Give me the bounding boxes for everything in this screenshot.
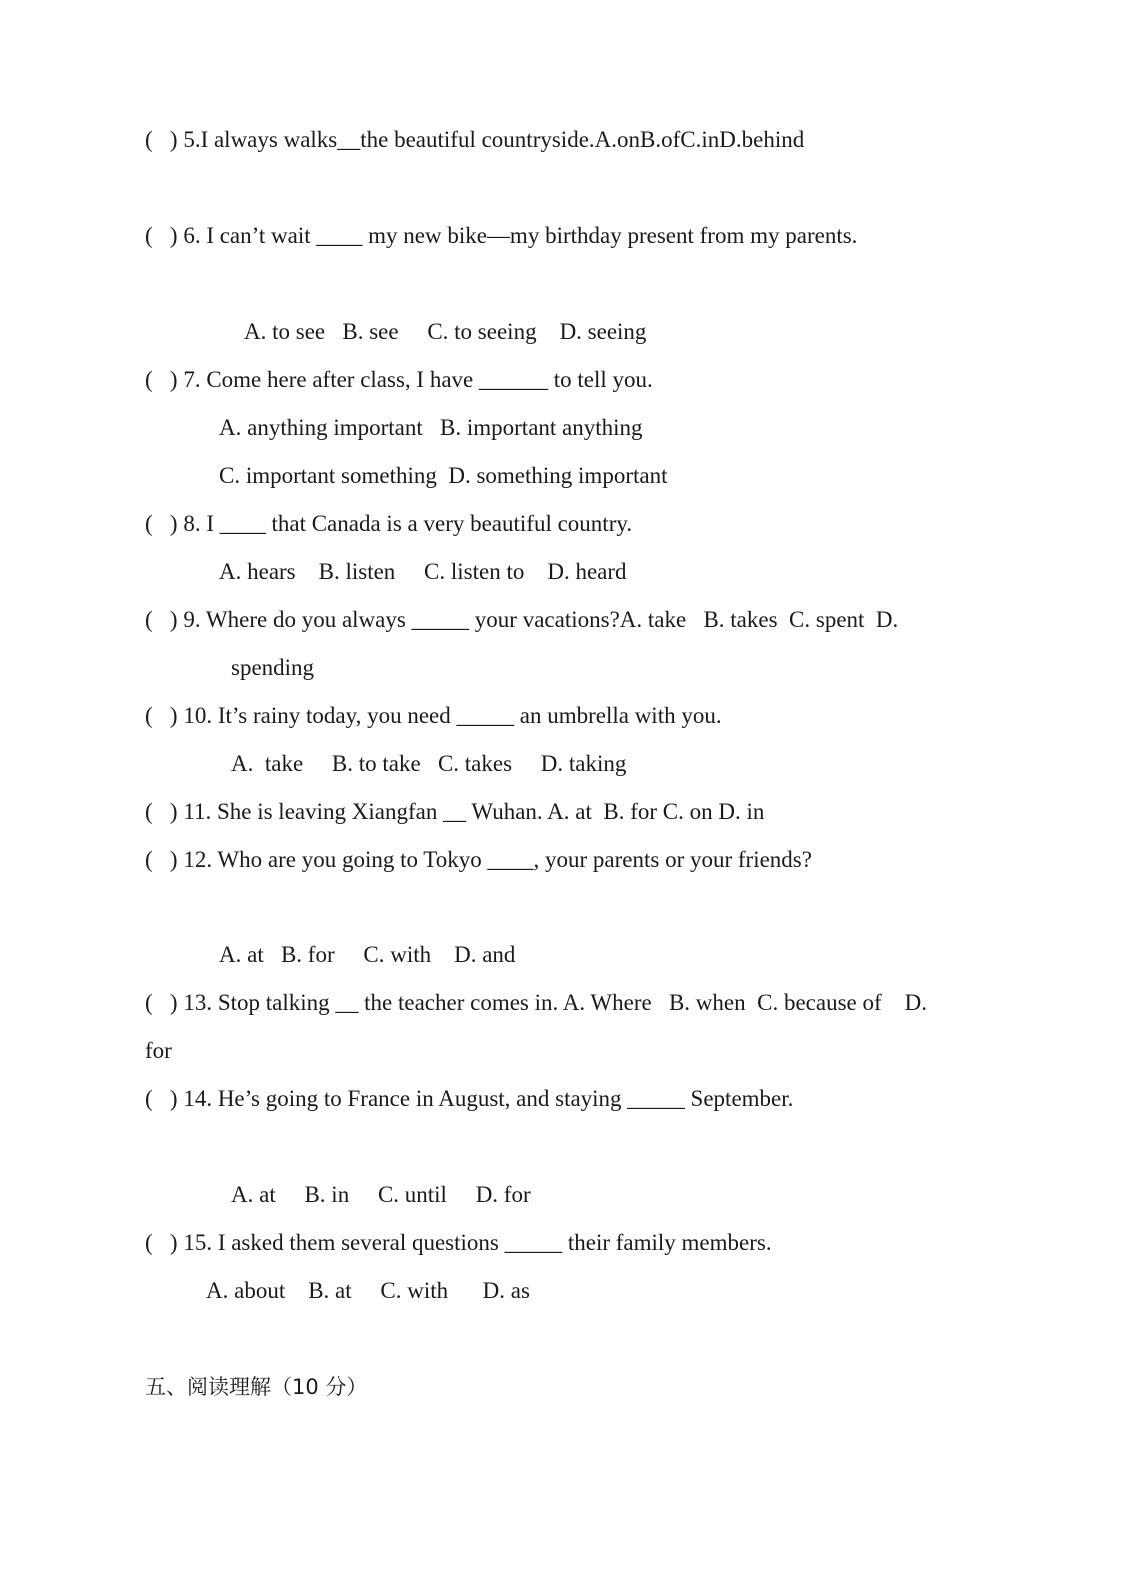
question-5: ( ) 5.I always walks__the beautiful countryside.A.onB.ofC.inD.behind — [145, 127, 805, 152]
question-6: ( ) 6. I can’t wait ____ my new bike—my birthday present from my parents. — [145, 223, 858, 248]
question-12: ( ) 12. Who are you going to Tokyo ____, your parents or your friends? — [145, 847, 812, 872]
question-7-options-cd: C. important something D. something important — [219, 463, 668, 488]
question-8: ( ) 8. I ____ that Canada is a very beautiful country. — [145, 511, 633, 536]
question-14: ( ) 14. He’s going to France in August, and staying _____ September. — [145, 1086, 794, 1111]
question-11: ( ) 11. She is leaving Xiangfan __ Wuhan. A. at B. for C. on D. in — [145, 799, 765, 824]
question-9: ( ) 9. Where do you always _____ your vacations?A. take B. takes C. spent D. — [145, 607, 899, 632]
question-13: ( ) 13. Stop talking __ the teacher comes in. A. Where B. when C. because of D. — [145, 990, 928, 1015]
question-7: ( ) 7. Come here after class, I have ______ to tell you. — [145, 367, 653, 392]
question-14-options: A. at B. in C. until D. for — [231, 1182, 531, 1207]
question-10-options: A. take B. to take C. takes D. taking — [231, 751, 627, 776]
question-15: ( ) 15. I asked them several questions _____ their family members. — [145, 1230, 772, 1255]
question-9-continuation: spending — [231, 655, 315, 680]
question-15-options: A. about B. at C. with D. as — [206, 1278, 530, 1303]
question-13-continuation: for — [145, 1038, 172, 1063]
question-10: ( ) 10. It’s rainy today, you need _____ an umbrella with you. — [145, 703, 722, 728]
section-heading-reading: 五、阅读理解（10 分） — [145, 1375, 368, 1399]
question-7-options-ab: A. anything important B. important anything — [219, 415, 643, 440]
question-6-options: A. to see B. see C. to seeing D. seeing — [244, 319, 647, 344]
question-12-options: A. at B. for C. with D. and — [219, 942, 516, 967]
question-8-options: A. hears B. listen C. listen to D. heard — [219, 559, 627, 584]
